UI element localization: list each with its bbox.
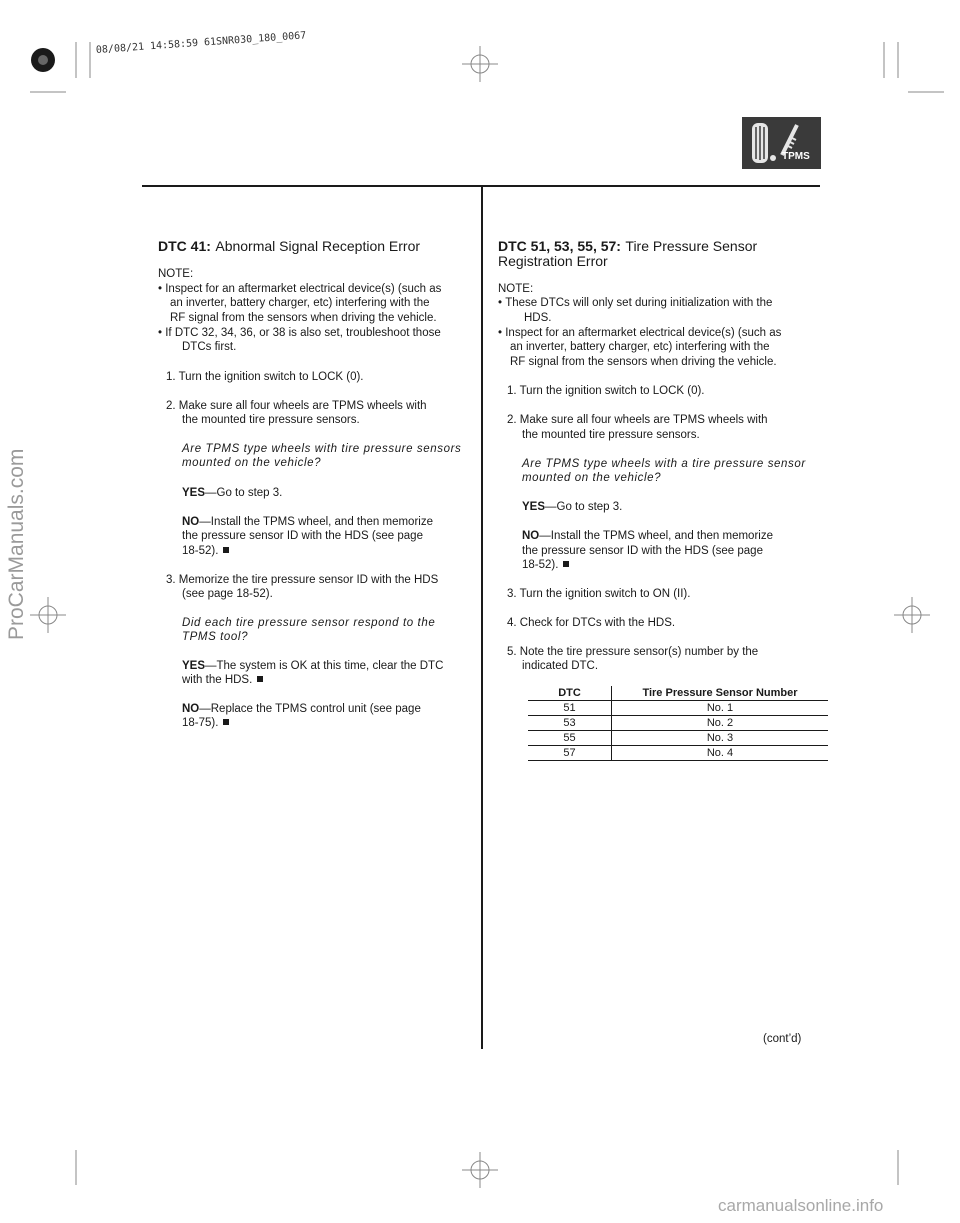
left-step-3b: (see page 18-52). xyxy=(182,588,273,600)
table-cell-dtc: 55 xyxy=(528,731,612,746)
table-cell-sensor: No. 2 xyxy=(612,716,829,731)
table-header-sensor: Tire Pressure Sensor Number xyxy=(612,686,829,701)
right-note-2b: an inverter, battery charger, etc) interfering with the xyxy=(510,341,770,353)
right-note-2c: RF signal from the sensors when driving the vehicle. xyxy=(510,356,777,368)
left-title-code: DTC 41: xyxy=(158,238,211,254)
right-step-5a: 5. Note the tire pressure sensor(s) number by the xyxy=(507,646,759,658)
left-q2-yes: YES—The system is OK at this time, clear the DTC xyxy=(182,660,444,672)
table-header-row xyxy=(528,686,828,701)
print-stamp: 08/08/21 14:58:59 61SNR030_180_0067 xyxy=(95,30,307,56)
left-step-2a: 2. Make sure all four wheels are TPMS wheels with xyxy=(166,400,427,412)
dtc-sensor-table xyxy=(528,686,828,761)
table-cell-dtc: 53 xyxy=(528,716,612,731)
left-q1-no-c: 18-52). xyxy=(182,544,229,559)
left-title xyxy=(158,238,420,256)
left-question-1a: Are TPMS type wheels with tire pressure sensors xyxy=(182,443,462,455)
right-note-1: • These DTCs will only set during initialization with the xyxy=(498,297,773,309)
left-note-2: • If DTC 32, 34, 36, or 38 is also set, troubleshoot those xyxy=(158,327,441,339)
left-q2-no: NO—Replace the TPMS control unit (see page xyxy=(182,703,421,715)
right-step-1: 1. Turn the ignition switch to LOCK (0). xyxy=(507,385,705,397)
right-step-2b: the mounted tire pressure sensors. xyxy=(522,429,700,441)
left-q2-no-b: 18-75). xyxy=(182,716,229,731)
table-row xyxy=(528,746,828,761)
left-step-1: 1. Turn the ignition switch to LOCK (0). xyxy=(166,371,364,383)
left-question-2a: Did each tire pressure sensor respond to the xyxy=(182,617,436,629)
right-question-1a: Are TPMS type wheels with a tire pressure sensor xyxy=(522,458,806,470)
right-q1-yes: YES—Go to step 3. xyxy=(522,501,623,513)
right-step-2a: 2. Make sure all four wheels are TPMS wheels with xyxy=(507,414,768,426)
left-q2-yes-b: with the HDS. xyxy=(182,673,263,688)
no-label: NO xyxy=(522,530,540,542)
left-note-1b: an inverter, battery charger, etc) interfering with the xyxy=(170,297,430,309)
yes-label: YES xyxy=(182,487,206,499)
watermark-bottom: carmanualsonline.info xyxy=(718,1196,884,1215)
left-note-2b: DTCs first. xyxy=(182,341,237,353)
left-question-1b: mounted on the vehicle? xyxy=(182,457,322,469)
end-mark xyxy=(257,676,263,682)
end-mark xyxy=(223,719,229,725)
no-label: NO xyxy=(182,703,200,715)
right-note-label: NOTE: xyxy=(498,283,534,295)
end-mark xyxy=(223,547,229,553)
right-step-5b: indicated DTC. xyxy=(522,660,599,672)
table-cell-sensor: No. 4 xyxy=(612,746,829,761)
tpms-badge-label: TPMS xyxy=(782,151,810,162)
right-title-text-b: Registration Error xyxy=(498,253,608,269)
left-step-2b: the mounted tire pressure sensors. xyxy=(182,414,360,426)
right-q1-no: NO—Install the TPMS wheel, and then memorize xyxy=(522,530,773,542)
left-note-1: • Inspect for an aftermarket electrical device(s) (such as xyxy=(158,283,442,295)
tpms-badge xyxy=(742,117,821,169)
table-cell-sensor: No. 1 xyxy=(612,701,829,716)
left-step-3a: 3. Memorize the tire pressure sensor ID with the HDS xyxy=(166,574,439,586)
table-row xyxy=(528,716,828,731)
continued-label: (cont’d) xyxy=(763,1033,802,1045)
watermark-left: ProCarManuals.com xyxy=(5,448,28,640)
right-note-2: • Inspect for an aftermarket electrical device(s) (such as xyxy=(498,327,782,339)
left-q1-yes: YES—Go to step 3. xyxy=(182,487,283,499)
yes-label: YES xyxy=(522,501,546,513)
table-cell-dtc: 51 xyxy=(528,701,612,716)
right-title-text-a: Tire Pressure Sensor xyxy=(625,238,758,254)
left-title-text: Abnormal Signal Reception Error xyxy=(215,238,421,254)
table-header-dtc: DTC xyxy=(528,686,612,701)
right-q1-no-c: 18-52). xyxy=(522,558,569,573)
left-q1-no-b: the pressure sensor ID with the HDS (see page xyxy=(182,530,423,542)
right-step-3: 3. Turn the ignition switch to ON (II). xyxy=(507,588,691,600)
table-row xyxy=(528,731,828,746)
right-step-4: 4. Check for DTCs with the HDS. xyxy=(507,617,676,629)
left-q1-no: NO—Install the TPMS wheel, and then memorize xyxy=(182,516,433,528)
table-cell-dtc: 57 xyxy=(528,746,612,761)
left-note-1c: RF signal from the sensors when driving the vehicle. xyxy=(170,312,437,324)
end-mark xyxy=(563,561,569,567)
right-title-code: DTC 51, 53, 55, 57: xyxy=(498,238,621,254)
right-q1-no-b: the pressure sensor ID with the HDS (see page xyxy=(522,545,763,557)
no-label: NO xyxy=(182,516,200,528)
left-note-label: NOTE: xyxy=(158,268,194,280)
right-note-1b: HDS. xyxy=(524,312,552,324)
yes-label: YES xyxy=(182,660,206,672)
table-cell-sensor: No. 3 xyxy=(612,731,829,746)
right-question-1b: mounted on the vehicle? xyxy=(522,472,662,484)
table-row xyxy=(528,701,828,716)
column-divider xyxy=(481,187,483,1049)
left-question-2b: TPMS tool? xyxy=(182,631,249,643)
